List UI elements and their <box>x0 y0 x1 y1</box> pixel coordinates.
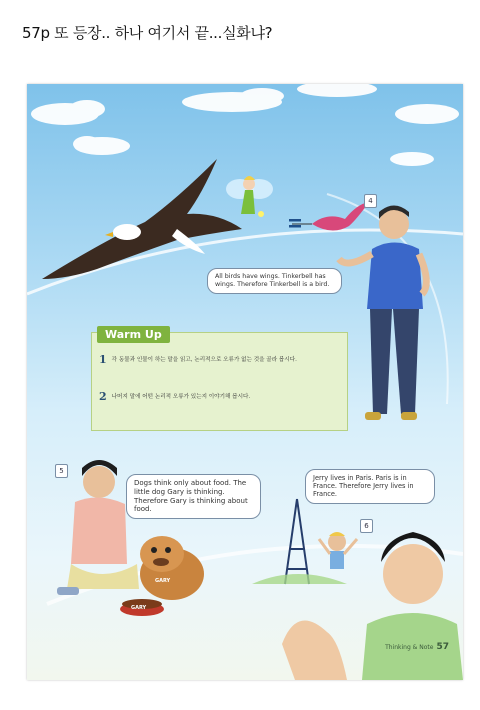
warm-up-item-number: 2 <box>99 390 107 403</box>
warm-up-item-text: 나머지 말에 어떤 논리적 오류가 있는지 이야기해 봅시다. <box>111 394 251 401</box>
speech-bubble-paris: Jerry lives in Paris. Paris is in France. Therefore Jerry lives in France. <box>305 469 435 504</box>
boy-scene6-illustration <box>282 532 463 680</box>
scene-number-5: 5 <box>55 464 68 478</box>
dog-collar-label: GARY <box>155 578 171 584</box>
warm-up-box <box>91 332 348 431</box>
page-footer-label: Thinking & Note <box>385 644 434 651</box>
boy-scene4-illustration <box>339 206 426 421</box>
dog-bowl-label: GARY <box>131 605 147 611</box>
eiffel-tower-illustration <box>285 499 309 584</box>
page-number: 57 <box>436 642 449 652</box>
scene-number-4: 4 <box>364 194 377 208</box>
jumping-kid-illustration <box>319 532 357 569</box>
speech-bubble-dogs: Dogs think only about food. The little dog Gary is thinking. Therefore Gary is thinking about food. <box>126 474 261 519</box>
scene-number-6: 6 <box>360 519 373 533</box>
speech-bubble-tinkerbell: All birds have wings. Tinkerbell has wings. Therefore Tinkerbell is a bird. <box>207 268 342 294</box>
warm-up-item <box>99 352 339 367</box>
post-caption: 57p 또 등장.. 하나 여기서 끝...실화냐? <box>22 24 273 42</box>
warm-up-title: Warm Up <box>97 326 170 343</box>
eagle-illustration <box>42 159 242 279</box>
page-footer <box>385 642 449 652</box>
textbook-photo <box>27 84 463 680</box>
bulldog-illustration <box>140 536 204 600</box>
warm-up-item <box>99 389 339 404</box>
warm-up-item-text: 각 동물과 인물이 하는 말을 읽고, 논리적으로 오류가 없는 것을 골라 봅시다. <box>111 357 297 364</box>
warm-up-item-number: 1 <box>99 353 107 366</box>
tinkerbell-illustration <box>226 176 273 217</box>
